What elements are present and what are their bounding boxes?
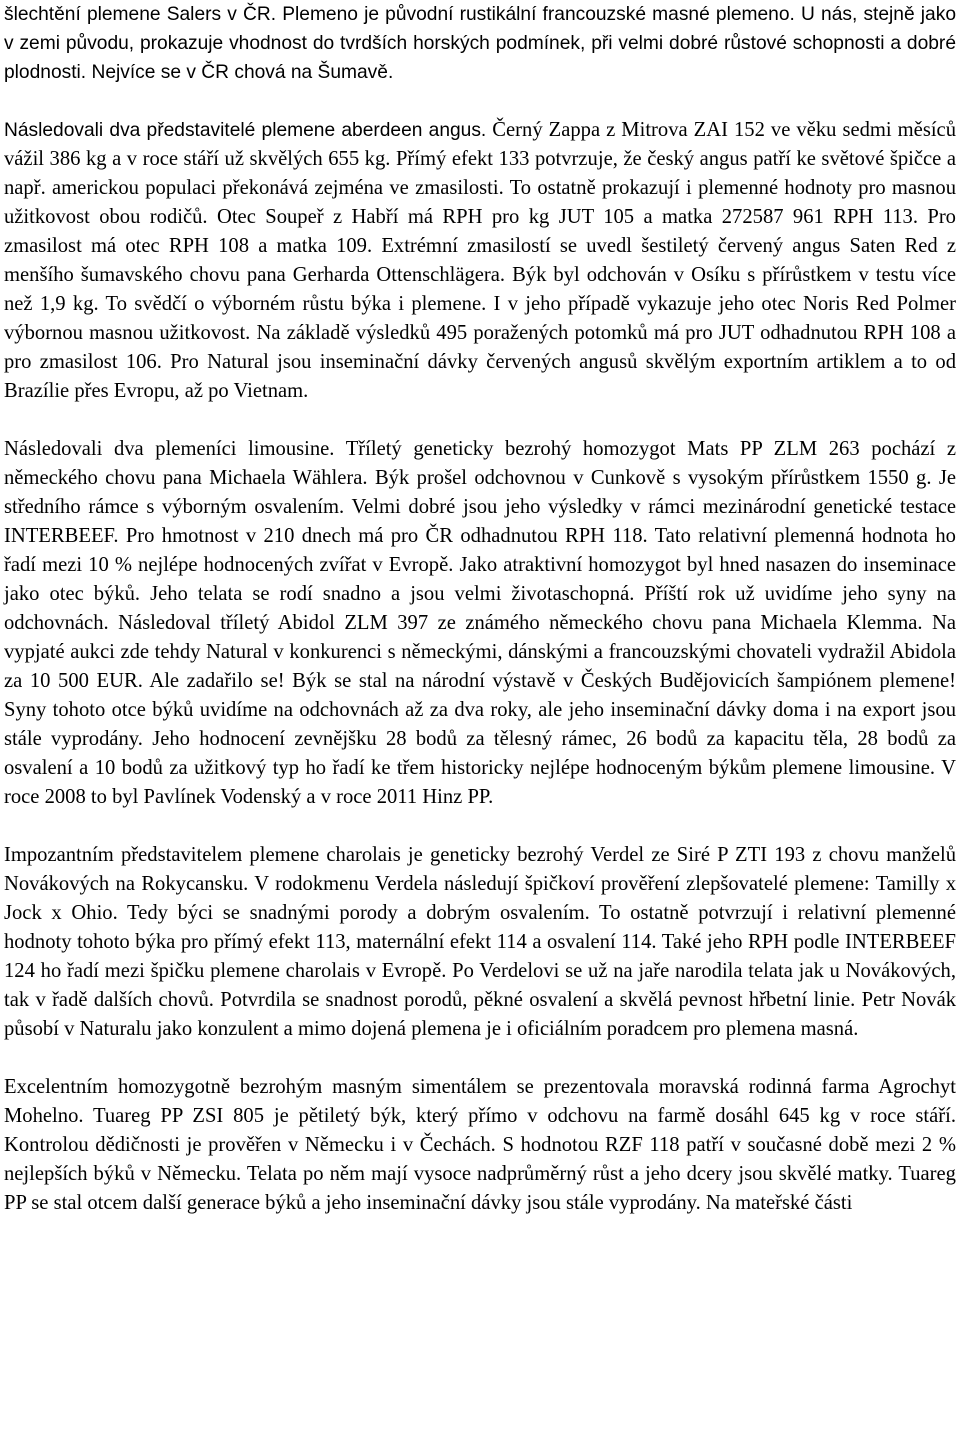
sentence: Jeho hodnocení zevnějšku 28 bodů za tělesný rámec, 26 bodů za kapacitu těla, 28 bodů za osvalení a 10 bodů za užitkový typ ho řadí ke třem historicky nejlépe hodnoceným býkům plemene limousine. — [4, 728, 956, 779]
sentence: Tato relativní plemenná hodnota ho řadí mezi 10 % nejlépe hodnocených zvířat v Evropě. — [4, 525, 956, 576]
sentence: Na základě výsledků 495 poražených potomků má pro JUT odhadnutou RPH 108 a pro zmasilost 106. — [4, 322, 957, 373]
sentence: Extrémní zmasilostí se uvedl šestiletý červený angus Saten Red z menšího šumavského chovu pana Gerharda Ottenschlägera. — [4, 235, 956, 286]
sentence: V rodokmenu Verdela následují špičkoví prověření zlepšovatelé plemene: Tamilly x Jock x Ohio. — [4, 873, 956, 924]
sentence: Černý Zappa z Mitrova ZAI 152 ve věku sedmi měsíců vážil 386 kg a v roce stáří už skvělých 655 kg. — [4, 119, 956, 170]
sentence: Pro hmotnost v 210 dnech má pro ČR odhadnutou RPH 118. — [118, 525, 648, 547]
sentence: Excelentním homozygotně bezrohým masným simentálem se prezentovala moravská rodinná farma Agrochyt Mohelno. — [4, 1076, 956, 1127]
sentence: Pro zmasilost má otec RPH 108 a matka 109. — [4, 206, 956, 257]
paragraph-aberdeen-angus — [4, 116, 956, 406]
paragraph-gap — [4, 406, 956, 435]
sentence: Následoval tříletý Abidol ZLM 397 ze známého německého chovu pana Michaela Klemma. — [108, 612, 923, 634]
sentence: Tříletý geneticky bezrohý homozygot Mats PP ZLM 263 pochází z německého chovu pana Michaela Wählera. — [4, 438, 956, 489]
sentence: Býk se stal na národní výstavě v Českých Budějovicích šampiónem plemene! — [284, 670, 956, 692]
sentence: Ale zadařilo se! — [142, 670, 285, 692]
paragraph-charolais — [4, 841, 956, 1044]
paragraph-gap — [4, 87, 956, 116]
sentence: S hodnotou RZF 118 patří v současné době mezi 2 % nejlepších býků v Německu. — [4, 1134, 956, 1185]
sentence: Impozantním představitelem plemene charolais je geneticky bezrohý Verdel ze Siré P ZTI 193 z chovu manželů Novákových na Rokycansku. — [4, 844, 956, 895]
sentence: Příští rok už uvidíme jeho syny na odchovnách. — [4, 583, 957, 634]
sentence: Potvrdila se snadnost porodů, pěkné osvalení a skvělá pevnost hřbetní linie. — [213, 989, 856, 1011]
sentence: Jeho telata se rodí snadno a jsou velmi životaschopná. — [140, 583, 635, 605]
sentence: Býk prošel odchovnou v Cunkově s vysokým přírůstkem 1550 g. — [367, 467, 932, 489]
sentence: Je středního rámce s výborným osvalením. — [4, 467, 956, 518]
sentence: Pro Natural jsou inseminační dávky červených angusů skvělým exportním artiklem a to od Brazílie přes Evropu, až po Vietnam. — [4, 351, 956, 402]
sentence: Přímý efekt 133 potvrzuje, že český angus patří ke světové špičce a např. americkou populaci překonává zejména ve zmasilosti. — [4, 148, 956, 199]
sentence: Syny tohoto otce býků uvidíme na odchovnách až za dva roky, ale jeho inseminační dávky doma i na export jsou stále vyprodány. — [4, 699, 956, 750]
sentence: V roce 2008 to byl Pavlínek Vodenský a v roce 2011 Hinz PP. — [4, 757, 956, 808]
sentence: To svědčí o výborném růstu býka i plemene. — [98, 293, 487, 315]
sentence: To ostatně potvrzují i relativní plemenné hodnoty tohoto býka pro přímý efekt 113, maternální efekt 114 a osvalení 114. — [4, 902, 956, 953]
sentence: šlechtění plemene Salers v ČR. Plemeno je původní rustikální francouzské masné plemeno. U nás, stejně jako v zemi původu, prokazuje vhodnost do tvrdších horských podmínek, při velmi dobré růstové schopnosti a dobré plodnosti. — [4, 4, 956, 83]
paragraph-salers — [4, 0, 956, 87]
sentence: Také jeho RPH podle INTERBEEF 124 ho řadí mezi špičku plemene charolais v Evropě. — [4, 931, 956, 982]
sentence: Následovali dva plemeníci limousine. — [4, 438, 335, 460]
sentence: Nejvíce se v ČR chová na Šumavě. — [86, 62, 394, 83]
paragraph-gap — [4, 812, 956, 841]
sentence: Na mateřské části — [700, 1192, 853, 1214]
sentence: Na vypjaté aukci zde tehdy Natural v konkurenci s německými, dánskými a francouzskými chovateli vydražil Abidola za 10 500 EUR. — [4, 612, 956, 692]
sentence: Tedy býci se snadnými porody a dobrým osvalením. — [117, 902, 590, 924]
sentence: I v jeho případě vykazuje jeho otec Noris Red Polmer výbornou masnou užitkovost. — [4, 293, 957, 344]
sentence: Jako atraktivní homozygot byl hned nasazen do inseminace jako otec býků. — [4, 554, 956, 605]
paragraph-gap — [4, 1044, 956, 1073]
sentence: Následovali dva představitelé plemene aberdeen angus. — [4, 120, 487, 141]
document-page — [4, 0, 956, 1218]
sentence: Velmi dobré jsou jeho výsledky v rámci mezinárodní genetické testace INTERBEEF. — [4, 496, 956, 547]
sentence: Kontrolou dědičnosti je prověřen v Německu i v Čechách. — [4, 1134, 496, 1156]
paragraph-simental — [4, 1073, 956, 1218]
sentence: Po Verdelovi se už na jaře narodila telata jak u Novákových, tak v řadě dalších chovů. — [4, 960, 956, 1011]
sentence: Telata po něm mají vysoce nadprůměrný růst a jeho dcery jsou skvělé matky. — [241, 1163, 893, 1185]
paragraph-limousine — [4, 435, 956, 812]
sentence: Otec Soupeř z Habří má RPH pro kg JUT 105 a matka 272587 961 RPH 113. — [207, 206, 918, 228]
sentence: Býk byl odchován v Osíku s přírůstkem v testu více než 1,9 kg. — [4, 264, 957, 315]
sentence: Petr Novák působí v Naturalu jako konzulent a mimo dojená plemena je i oficiálním poradcem pro plemena masná. — [4, 989, 957, 1040]
sentence: Tuareg PP ZSI 805 je pětiletý býk, který přímo v odchovu na farmě dosáhl 645 kg v roce stáří. — [83, 1105, 956, 1127]
sentence: To ostatně prokazují i plemenné hodnoty pro masnou užitkovost obou rodičů. — [4, 177, 956, 228]
sentence: Tuareg PP se stal otcem další generace býků a jeho inseminační dávky jsou stále vyprodány. — [4, 1163, 956, 1214]
